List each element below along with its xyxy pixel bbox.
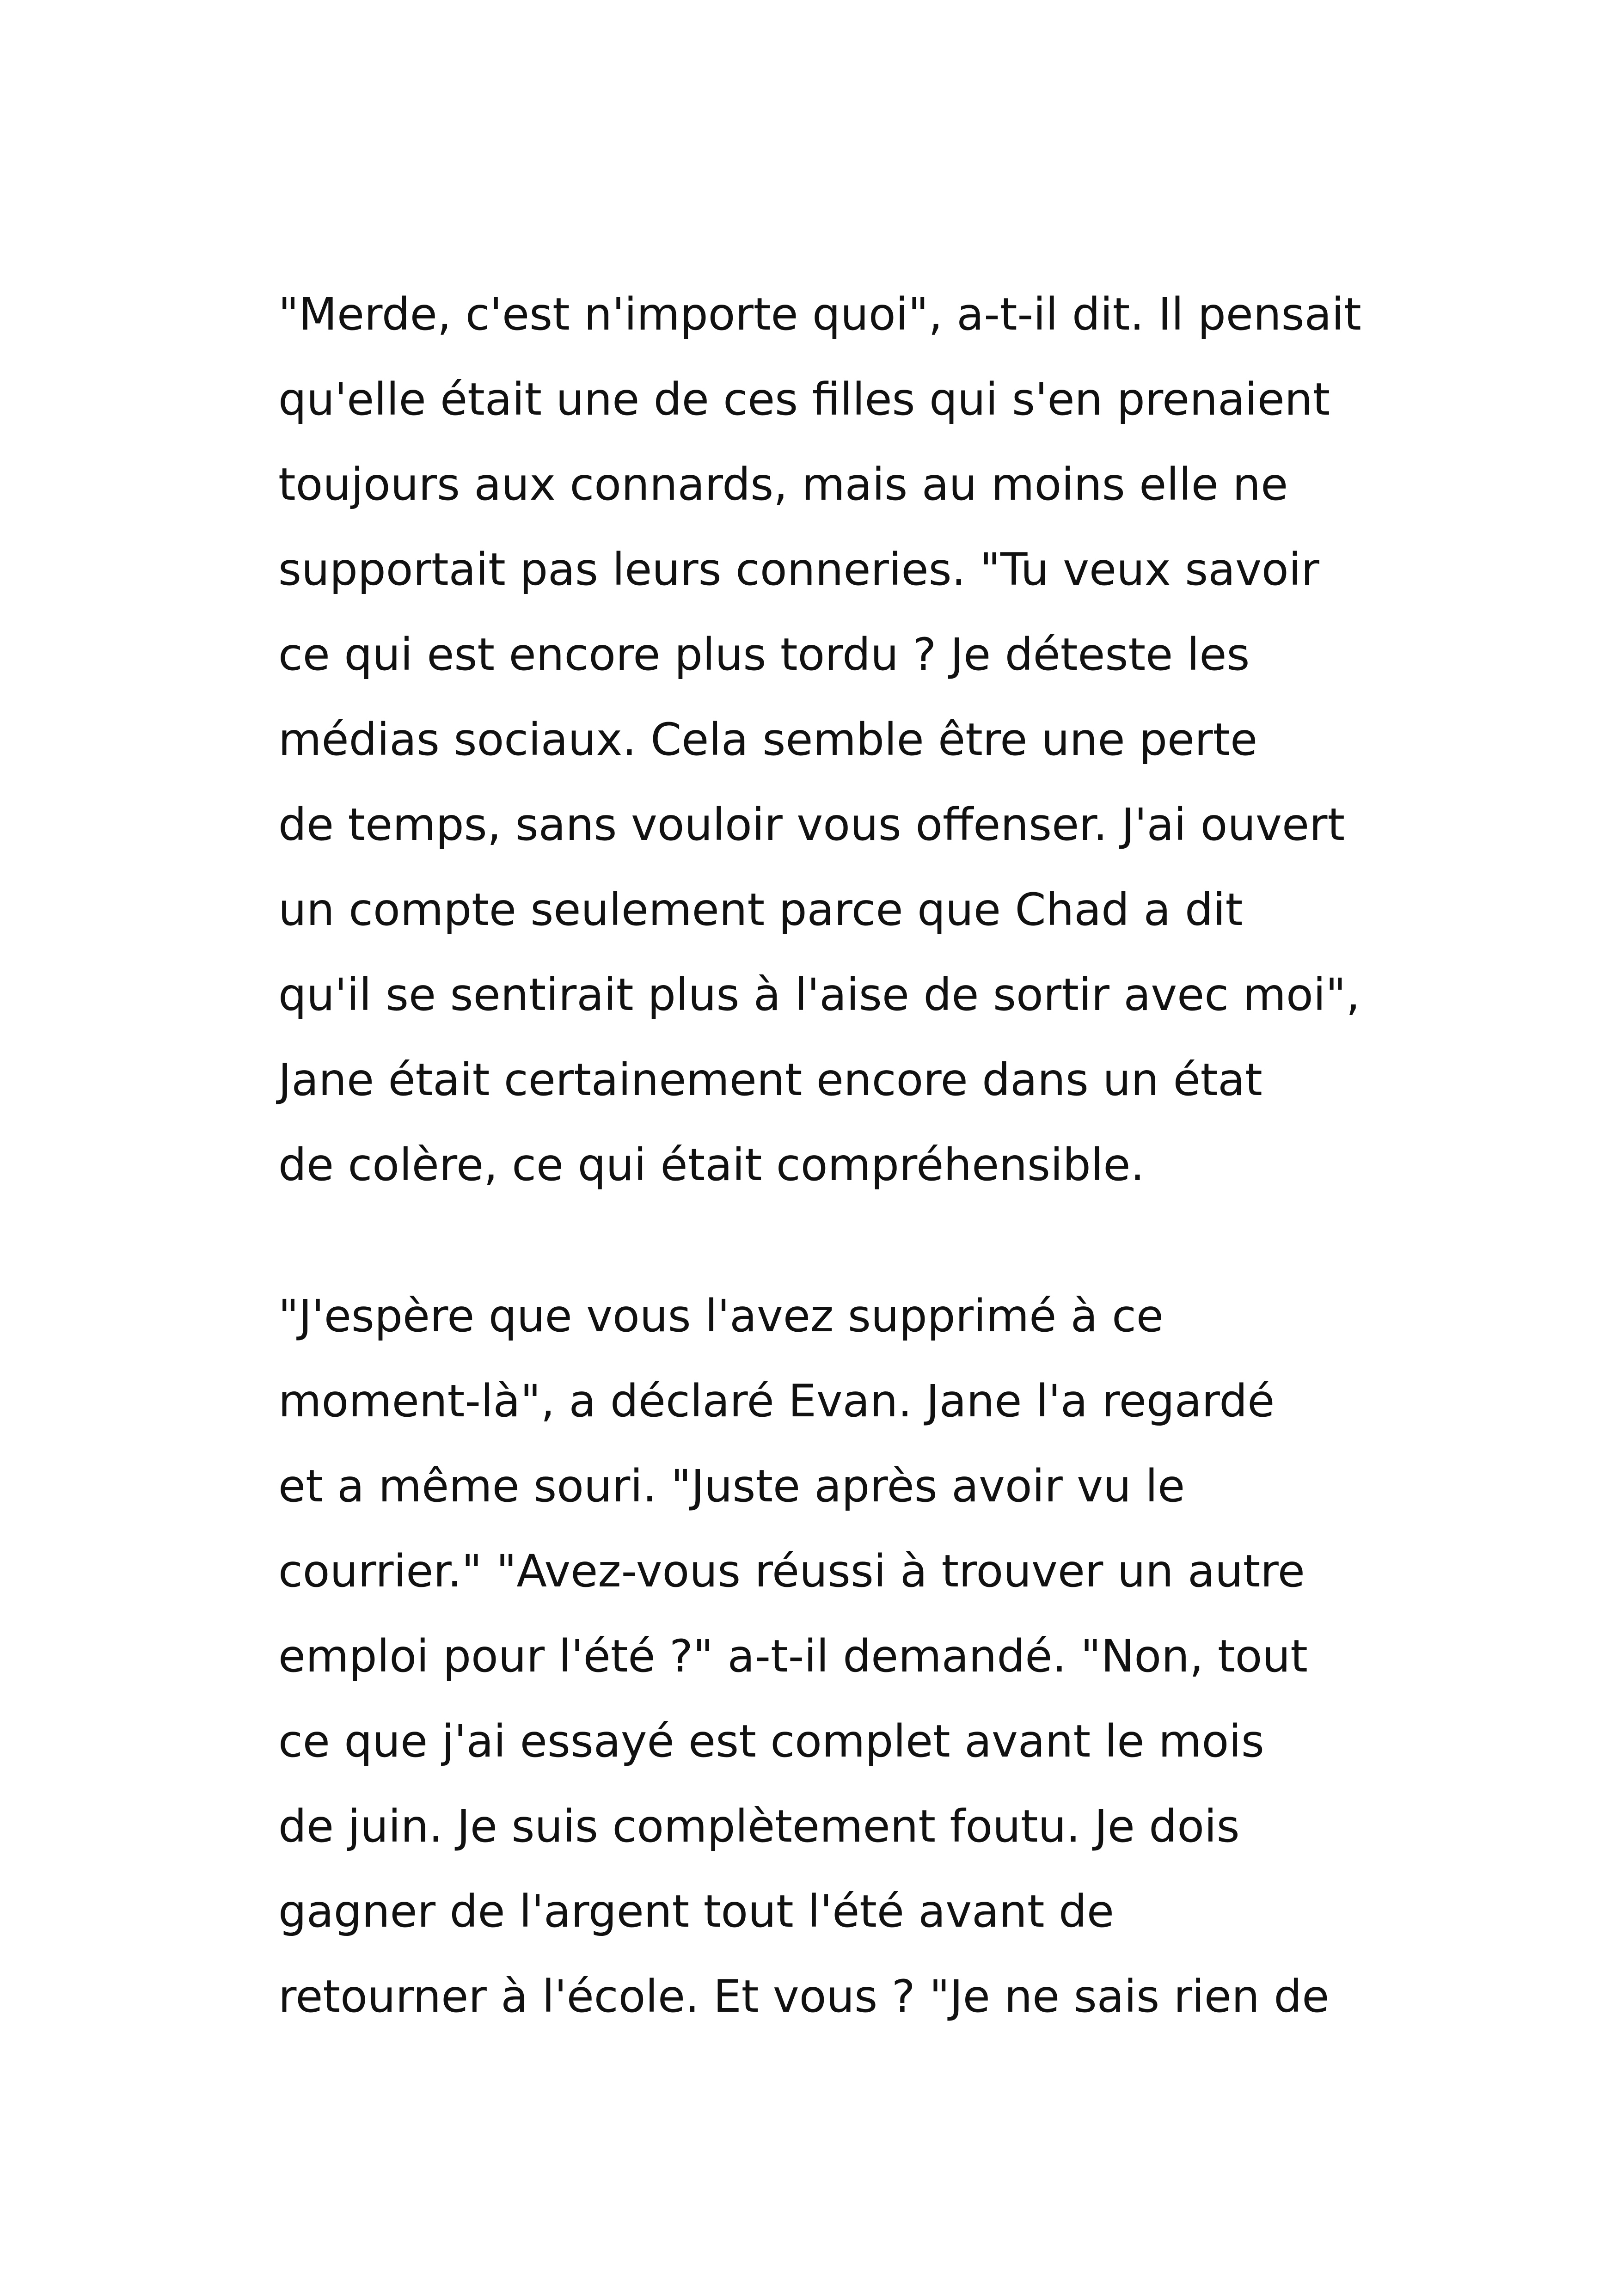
text-line: ce que j'ai essayé est complet avant le mois: [278, 1715, 1264, 1767]
text-line: courrier." "Avez-vous réussi à trouver un autre: [278, 1545, 1305, 1597]
text-line: de juin. Je suis complètement foutu. Je dois: [278, 1800, 1240, 1852]
text-line: supportait pas leurs conneries. "Tu veux savoir: [278, 544, 1319, 595]
text-line: de colère, ce qui était compréhensible.: [278, 1139, 1145, 1191]
text-line: "J'espère que vous l'avez supprimé à ce: [278, 1290, 1164, 1342]
paragraph-1: [278, 272, 1388, 1207]
paragraph-2: [278, 1274, 1388, 2039]
text-line: retourner à l'école. Et vous ? "Je ne sais rien de: [278, 1971, 1330, 2022]
text-line: qu'il se sentirait plus à l'aise de sortir avec moi",: [278, 969, 1361, 1021]
text-line: qu'elle était une de ces filles qui s'en prenaient: [278, 373, 1330, 425]
text-line: "Merde, c'est n'importe quoi", a-t-il dit. Il pensait: [278, 288, 1361, 340]
text-line: médias sociaux. Cela semble être une perte: [278, 714, 1258, 765]
text-line: un compte seulement parce que Chad a dit: [278, 884, 1243, 936]
text-line: moment-là", a déclaré Evan. Jane l'a regardé: [278, 1375, 1275, 1427]
text-line: ce qui est encore plus tordu ? Je déteste les: [278, 629, 1250, 680]
text-line: emploi pour l'été ?" a-t-il demandé. "Non, tout: [278, 1630, 1308, 1682]
text-line: Jane était certainement encore dans un état: [278, 1054, 1263, 1106]
text-line: toujours aux connards, mais au moins elle ne: [278, 459, 1288, 510]
text-line: et a même souri. "Juste après avoir vu le: [278, 1460, 1185, 1512]
text-line: gagner de l'argent tout l'été avant de: [278, 1886, 1114, 1937]
text-line: de temps, sans vouloir vous offenser. J'ai ouvert: [278, 799, 1345, 851]
